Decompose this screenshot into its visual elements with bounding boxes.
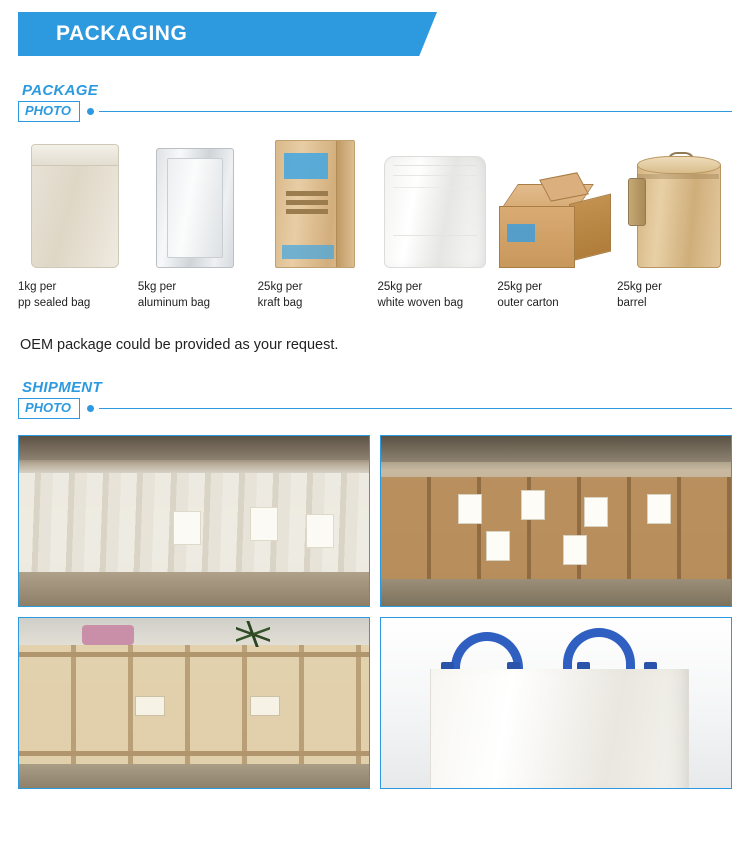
packaging-banner xyxy=(18,12,732,56)
package-caption xyxy=(497,280,612,311)
pallet-label xyxy=(173,511,201,545)
section-title-line2: PHOTO xyxy=(18,101,80,122)
section-title-line2: PHOTO xyxy=(18,398,80,419)
pp-bag-shape xyxy=(31,144,119,268)
crate-label xyxy=(458,494,482,524)
section-header-package-photo xyxy=(18,82,732,124)
section-subtitle-row xyxy=(18,101,732,122)
kraft-bag-gusset xyxy=(336,141,354,267)
section-divider xyxy=(99,111,732,112)
package-item xyxy=(18,138,133,311)
bullet-dot-icon xyxy=(87,405,94,412)
crate-label xyxy=(521,490,545,520)
barrel-image xyxy=(617,138,732,268)
photo-content xyxy=(381,618,731,788)
shipment-photo-grid xyxy=(18,435,732,789)
pellets-fill xyxy=(38,167,112,261)
case-label xyxy=(250,696,280,716)
package-photo-row xyxy=(18,138,732,311)
package-caption xyxy=(617,280,732,311)
package-item xyxy=(138,138,253,311)
ground-floor xyxy=(19,764,369,788)
aluminum-bag-shape xyxy=(156,148,234,268)
photo-content xyxy=(19,436,369,606)
package-item xyxy=(497,138,612,311)
package-caption xyxy=(377,280,492,311)
aluminum-bag-image xyxy=(138,138,253,268)
jumbo-bag-loop xyxy=(563,628,635,671)
bag-seal xyxy=(32,145,118,166)
carton-shape xyxy=(499,176,611,268)
package-item xyxy=(377,138,492,311)
crate-label xyxy=(647,494,671,524)
section-divider xyxy=(99,408,732,409)
package-caption xyxy=(138,280,253,311)
package-caption-line2: kraft bag xyxy=(257,296,303,309)
pink-cloth xyxy=(82,625,134,645)
package-item xyxy=(258,138,373,311)
outer-carton-image xyxy=(497,138,612,268)
kraft-bag-label xyxy=(284,153,328,179)
jumbo-bag-body xyxy=(430,669,689,788)
package-item xyxy=(617,138,732,311)
section-header-shipment-photo xyxy=(18,379,732,421)
carton-logo xyxy=(507,224,535,242)
warehouse-woven-bags-photo xyxy=(18,435,370,607)
photo-content xyxy=(381,436,731,606)
banner-wedge xyxy=(419,12,732,56)
warehouse-ceiling xyxy=(19,436,369,460)
pallet-label xyxy=(250,507,278,541)
photo-content xyxy=(19,618,369,788)
page-title: PACKAGING xyxy=(56,22,188,45)
bullet-dot-icon xyxy=(87,108,94,115)
case-rail xyxy=(19,652,369,657)
package-caption-line2: aluminum bag xyxy=(137,296,211,309)
package-caption-line1: 5kg per xyxy=(137,281,177,293)
barrel-shape xyxy=(627,148,723,268)
section-title-line1: PACKAGE xyxy=(22,82,98,99)
oem-note: OEM package could be provided as your request. xyxy=(20,337,339,354)
white-woven-bag-image xyxy=(377,138,492,268)
case-label xyxy=(135,696,165,716)
woven-bag-folds xyxy=(393,165,477,166)
kraft-bag-bottom-band xyxy=(282,245,334,259)
package-caption-line1: 1kg per xyxy=(18,281,57,293)
kraft-bag-image xyxy=(258,138,373,268)
package-caption-line2: outer carton xyxy=(497,296,559,309)
barrel-clamp xyxy=(628,178,646,226)
jumbo-bag-photo xyxy=(380,617,732,789)
package-caption-line2: white woven bag xyxy=(377,296,464,309)
woven-bag-shape xyxy=(384,156,486,268)
kraft-bag-shape xyxy=(275,140,355,268)
barrel-lid xyxy=(637,156,721,174)
pallet-label xyxy=(306,514,334,548)
package-caption xyxy=(18,280,133,311)
wooden-cases-loading-photo xyxy=(18,617,370,789)
package-caption-line1: 25kg per xyxy=(617,281,662,293)
section-title-line1: SHIPMENT xyxy=(22,379,102,397)
warehouse-wooden-crates-photo xyxy=(380,435,732,607)
warehouse-floor xyxy=(19,572,369,606)
plant-icon xyxy=(236,621,270,647)
warehouse-floor xyxy=(381,579,731,606)
package-caption-line2: pp sealed bag xyxy=(18,296,91,309)
barrel-ring xyxy=(637,174,719,179)
package-caption-line2: barrel xyxy=(617,296,647,309)
case-rail xyxy=(19,751,369,756)
package-caption-line1: 25kg per xyxy=(377,281,423,293)
package-caption-line1: 25kg per xyxy=(497,281,543,293)
warehouse-ceiling xyxy=(381,436,731,462)
carton-side-face xyxy=(569,194,611,262)
crate-label xyxy=(486,531,510,561)
package-caption xyxy=(258,280,373,311)
kraft-bag-text-lines xyxy=(286,191,328,196)
package-caption-line1: 25kg per xyxy=(257,281,303,293)
crate-label xyxy=(563,535,587,565)
section-subtitle-row xyxy=(18,398,732,419)
crate-label xyxy=(584,497,608,527)
pp-sealed-bag-image xyxy=(18,138,133,268)
